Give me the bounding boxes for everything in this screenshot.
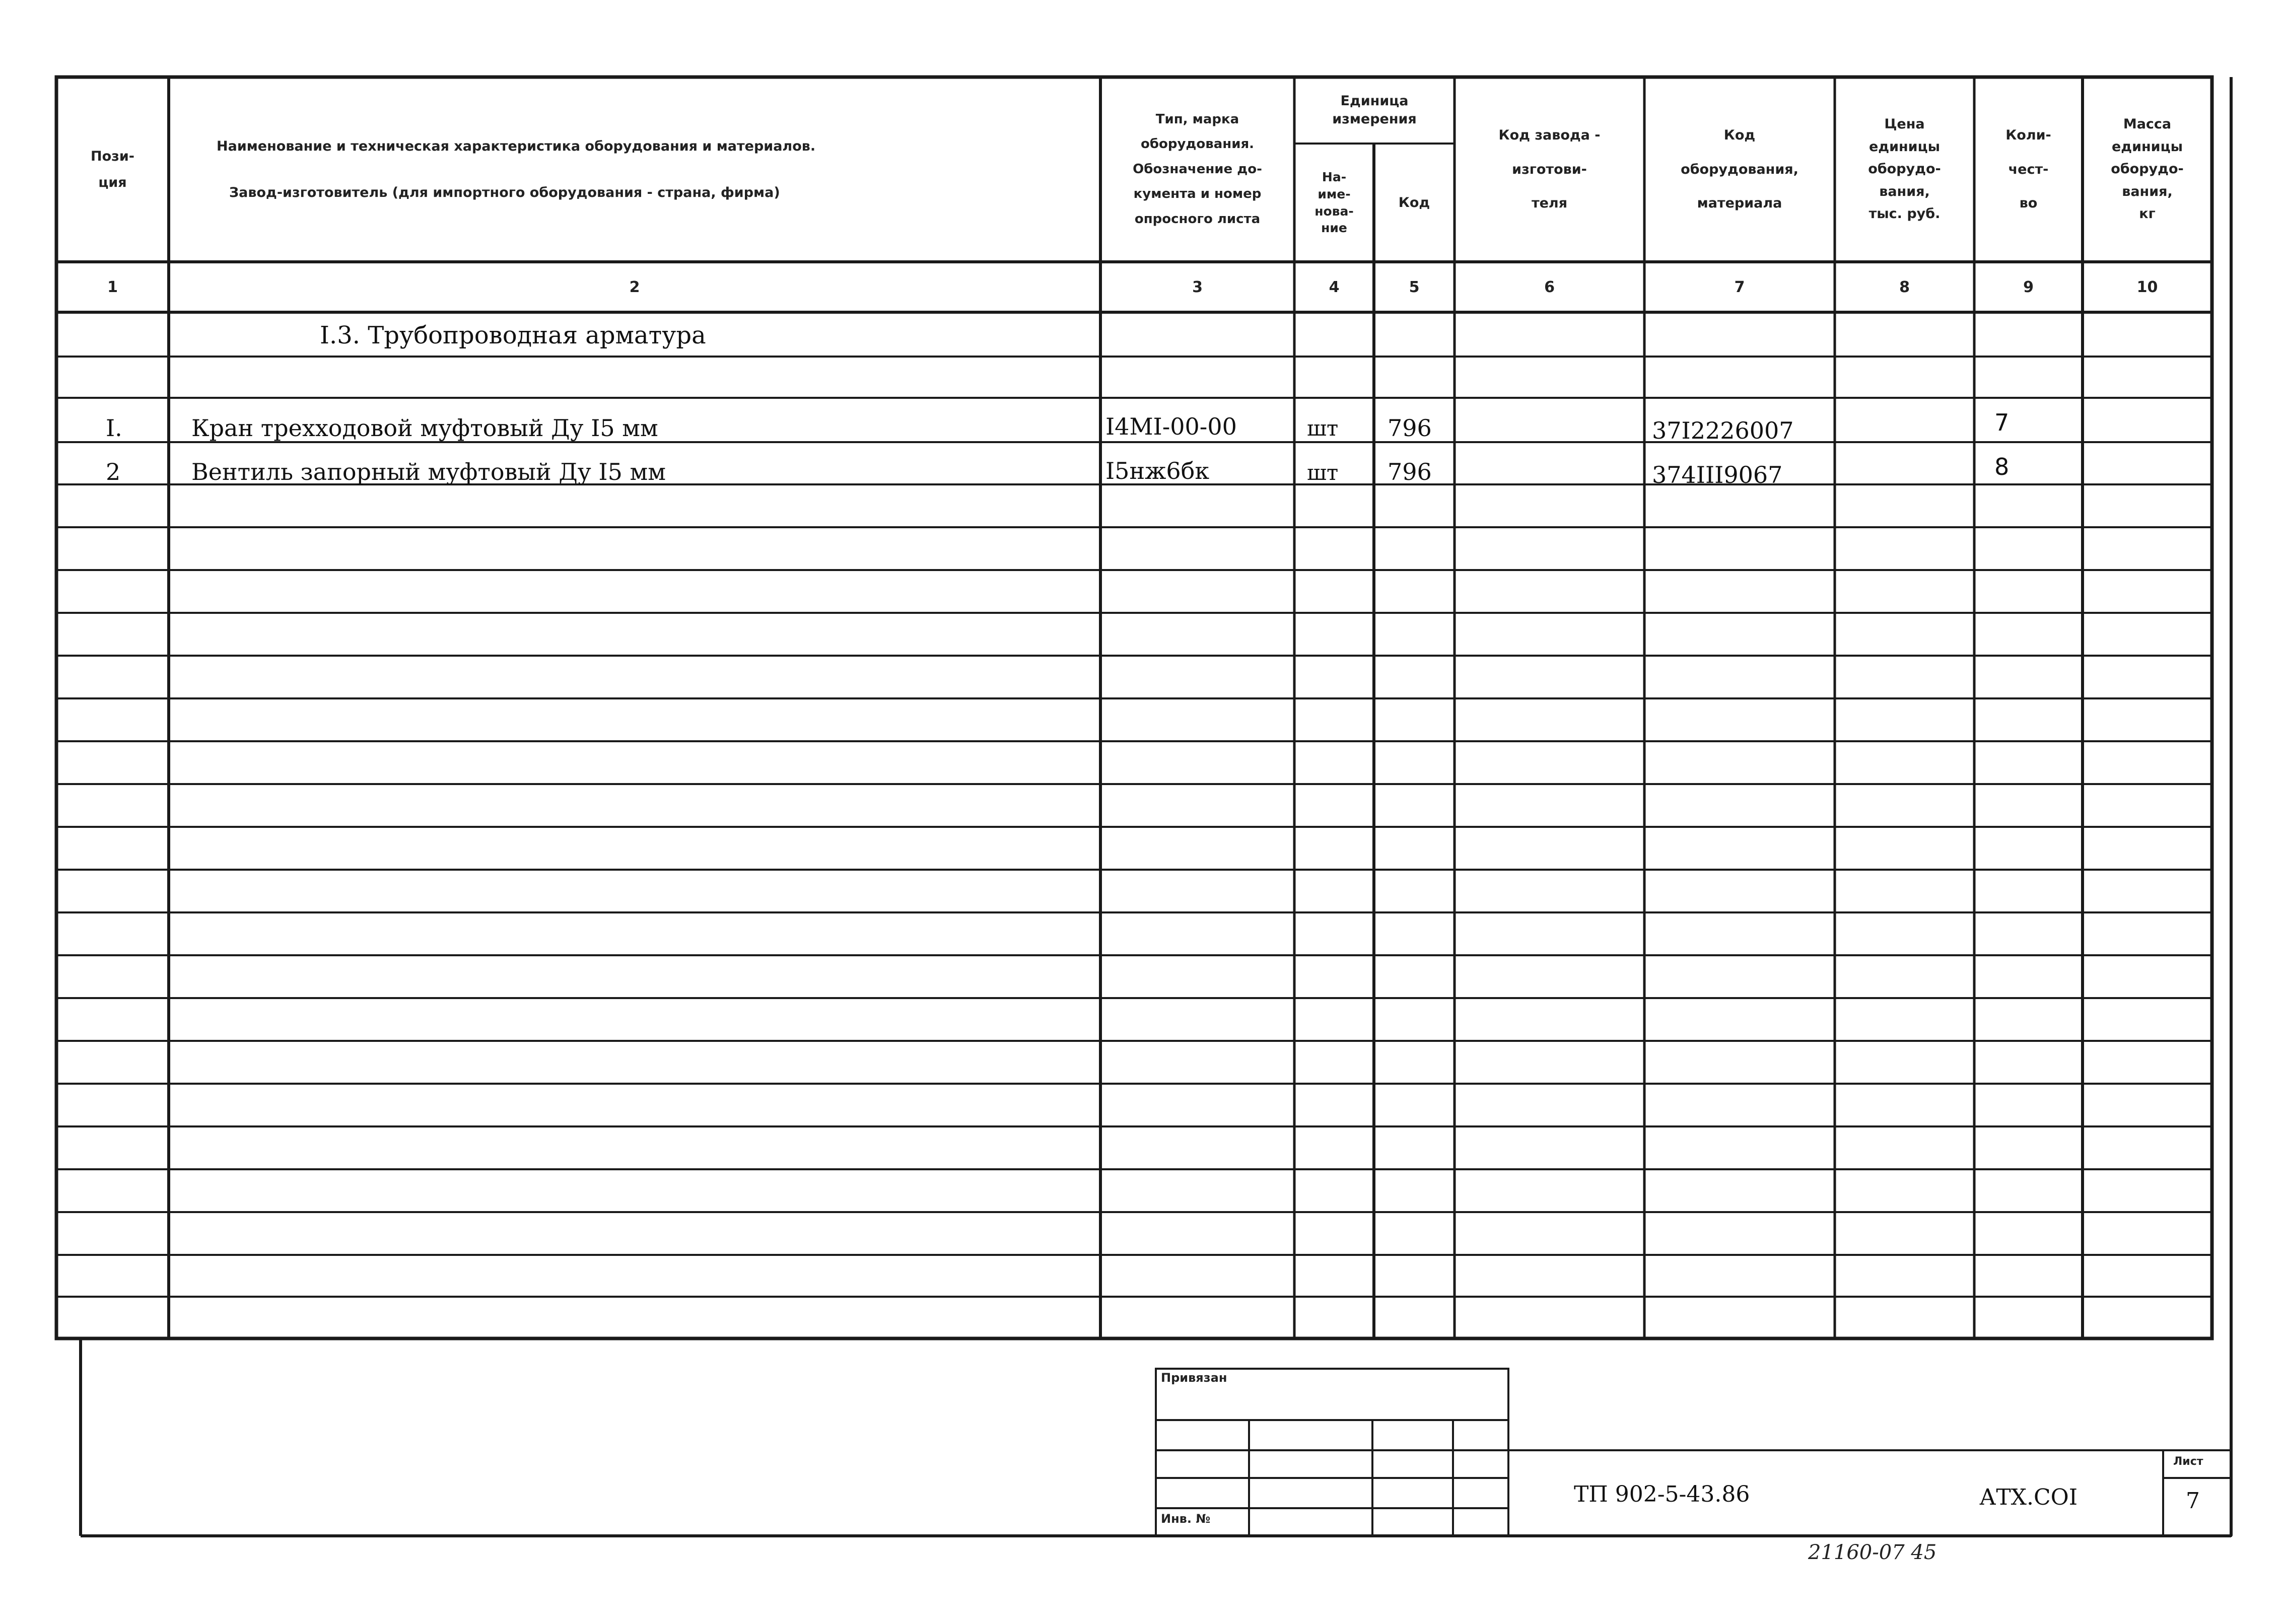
row-1-unit: шт — [1307, 416, 1339, 441]
header-unit-name: На- име- нова- ние — [1314, 170, 1354, 236]
row-2-quantity: 8 — [1994, 453, 2010, 480]
header-quantity: Коли- чест- во — [2005, 127, 2051, 211]
header-unit-price: Цена единицы оборудо- вания, тыс. руб. — [1868, 116, 1941, 222]
header-name-line1: Наименование и техническая характеристика оборудования и материалов. — [217, 138, 816, 155]
column-number: 2 — [629, 278, 640, 296]
column-number: 8 — [1899, 278, 1910, 296]
column-number: 6 — [1544, 278, 1555, 296]
row-2-unit: шт — [1307, 460, 1339, 485]
stamp-doc-code: ТП 902-5-43.86 — [1574, 1481, 1750, 1507]
header-unit-mass: Масса единицы оборудо- вания, кг — [2111, 116, 2184, 222]
column-number: 3 — [1192, 278, 1203, 296]
footer-note: 21160-07 45 — [1808, 1541, 1937, 1564]
row-1-quantity: 7 — [1994, 409, 2010, 436]
column-number: 10 — [2136, 278, 2158, 296]
column-number: 1 — [107, 278, 118, 296]
section-title: I.3. Трубопроводная арматура — [320, 321, 706, 349]
row-1-name: Кран трехходовой муфтовый Ду I5 мм — [191, 414, 658, 442]
row-2-name: Вентиль запорный муфтовый Ду I5 мм — [191, 458, 666, 485]
header-unit-code: Код — [1398, 194, 1430, 210]
row-2-equipment-code: 374III9067 — [1652, 461, 1783, 488]
header-name-line2: Завод-изготовитель (для импортного оборудования - страна, фирма) — [229, 184, 780, 200]
row-2-type: I5нж6бк — [1105, 457, 1210, 484]
column-number: 9 — [2023, 278, 2034, 296]
row-1-type: I4МI-00-00 — [1105, 413, 1237, 440]
header-manufacturer-code: Код завода - изготови- теля — [1498, 127, 1601, 211]
stamp-grid — [1156, 1369, 2231, 1536]
stamp-sheet-number: 7 — [2186, 1488, 2200, 1514]
header-type: Тип, марка оборудования. Обозначение до- кумента и номер опросного листа — [1133, 112, 1262, 227]
row-2-unit-code: 796 — [1388, 458, 1432, 485]
header-equipment-code: Код оборудования, материала — [1681, 127, 1798, 211]
stamp-sheet-code: АТХ.СОI — [1979, 1485, 2078, 1510]
row-1-equipment-code: 37I2226007 — [1652, 417, 1794, 444]
row-2-position: 2 — [106, 458, 121, 485]
column-number: 5 — [1409, 278, 1420, 296]
stamp-inv-label: Инв. № — [1161, 1512, 1211, 1526]
stamp-accepted-label: Привязан — [1161, 1371, 1227, 1385]
column-number: 7 — [1734, 278, 1745, 296]
row-1-position: I. — [106, 414, 122, 442]
header-position: Пози- ция — [91, 149, 134, 190]
row-1-unit-code: 796 — [1388, 414, 1432, 442]
body-row-lines — [56, 357, 2212, 1297]
header-name — [169, 77, 1100, 262]
header-unit-group: Единица измерения — [1332, 93, 1417, 127]
column-number: 4 — [1329, 278, 1340, 296]
stamp-sheet-label: Лист — [2173, 1455, 2203, 1468]
